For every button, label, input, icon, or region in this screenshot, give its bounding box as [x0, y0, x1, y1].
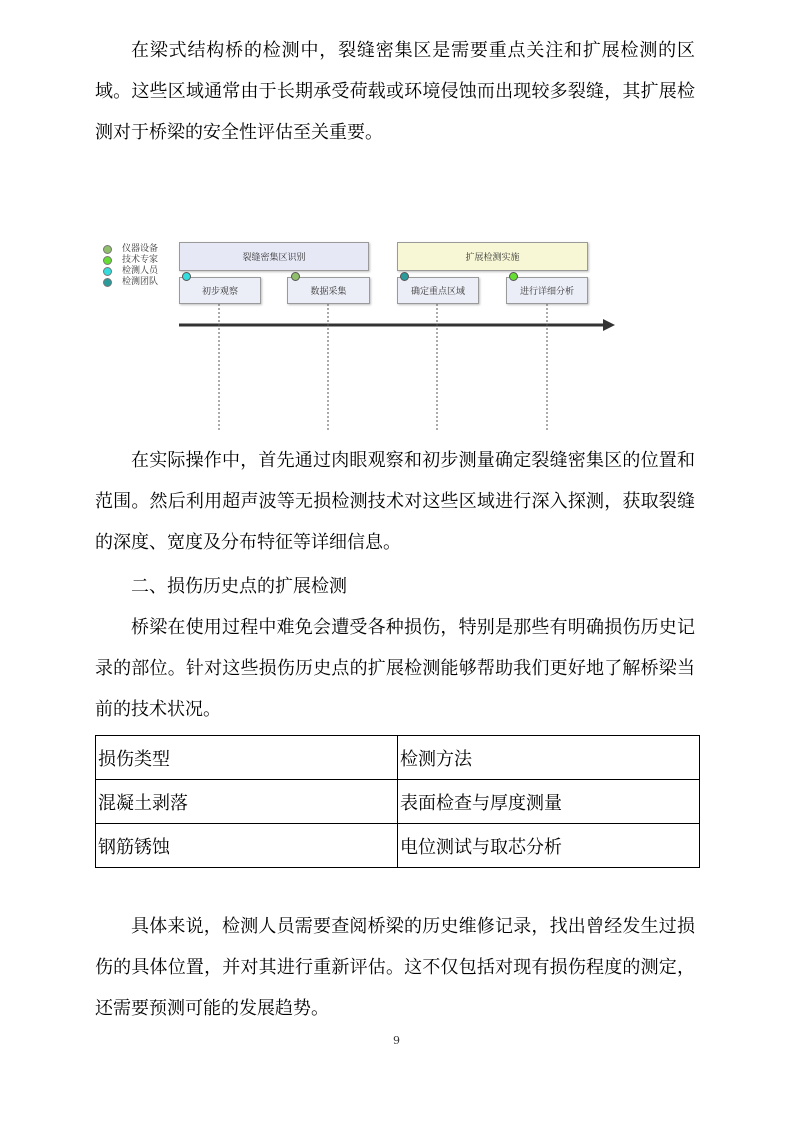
- conclusion-paragraph: 具体来说，检测人员需要查阅桥梁的历史维修记录，找出曾经发生过损伤的具体位置，并对其进行重新评估。这不仅包括对现有损伤程度的测定，还需要预测可能的发展趋势。: [95, 916, 695, 1019]
- table-row: [96, 780, 700, 824]
- legend-label-experts: 技术专家: [122, 255, 159, 265]
- step-box-initial-observation: 初步观察: [179, 277, 261, 304]
- table-row: [96, 824, 700, 868]
- section-heading: 二、损伤历史点的扩展检测: [131, 576, 347, 597]
- stage-box-crack-zone-identification: 裂缝密集区识别: [179, 242, 369, 271]
- step-box-key-areas: 确定重点区域: [397, 277, 479, 304]
- cell-method: 电位测试与取芯分析: [398, 824, 700, 868]
- intro-paragraph: 在梁式结构桥的检测中，裂缝密集区是需要重点关注和扩展检测的区域。这些区域通常由于长期承受荷载或环境侵蚀而出现较多裂缝，其扩展检测对于桥梁的安全性评估至关重要。: [95, 40, 695, 143]
- timeline-svg: [95, 236, 625, 432]
- damage-table: [95, 735, 700, 868]
- operation-paragraph: 在实际操作中，首先通过肉眼观察和初步测量确定裂缝密集区的位置和范围。然后利用超声波等无损检测技术对这些区域进行深入探测，获取裂缝的深度、宽度及分布特征等详细信息。: [95, 450, 695, 553]
- cell-damage-type: 混凝土剥落: [96, 780, 398, 824]
- process-diagram: [95, 236, 625, 432]
- table-header-row: [96, 736, 700, 780]
- cell-damage-type: 钢筋锈蚀: [96, 824, 398, 868]
- page-number: 9: [393, 1034, 400, 1047]
- step-box-detailed-analysis: 进行详细分析: [506, 277, 588, 304]
- header-damage-type: 损伤类型: [96, 736, 398, 780]
- header-method: 检测方法: [398, 736, 700, 780]
- cell-method: 表面检查与厚度测量: [398, 780, 700, 824]
- damage-history-paragraph: 桥梁在使用过程中难免会遭受各种损伤，特别是那些有明确损伤历史记录的部位。针对这些损伤历史点的扩展检测能够帮助我们更好地了解桥梁当前的技术状况。: [95, 617, 695, 720]
- legend-label-equipment: 仪器设备: [122, 244, 159, 254]
- stage-box-extended-inspection: 扩展检测实施: [397, 242, 588, 271]
- step-box-data-collection: 数据采集: [287, 277, 370, 304]
- timeline-arrowhead: [603, 319, 615, 331]
- legend-label-inspectors: 检测人员: [122, 266, 159, 276]
- legend-label-team: 检测团队: [122, 277, 159, 287]
